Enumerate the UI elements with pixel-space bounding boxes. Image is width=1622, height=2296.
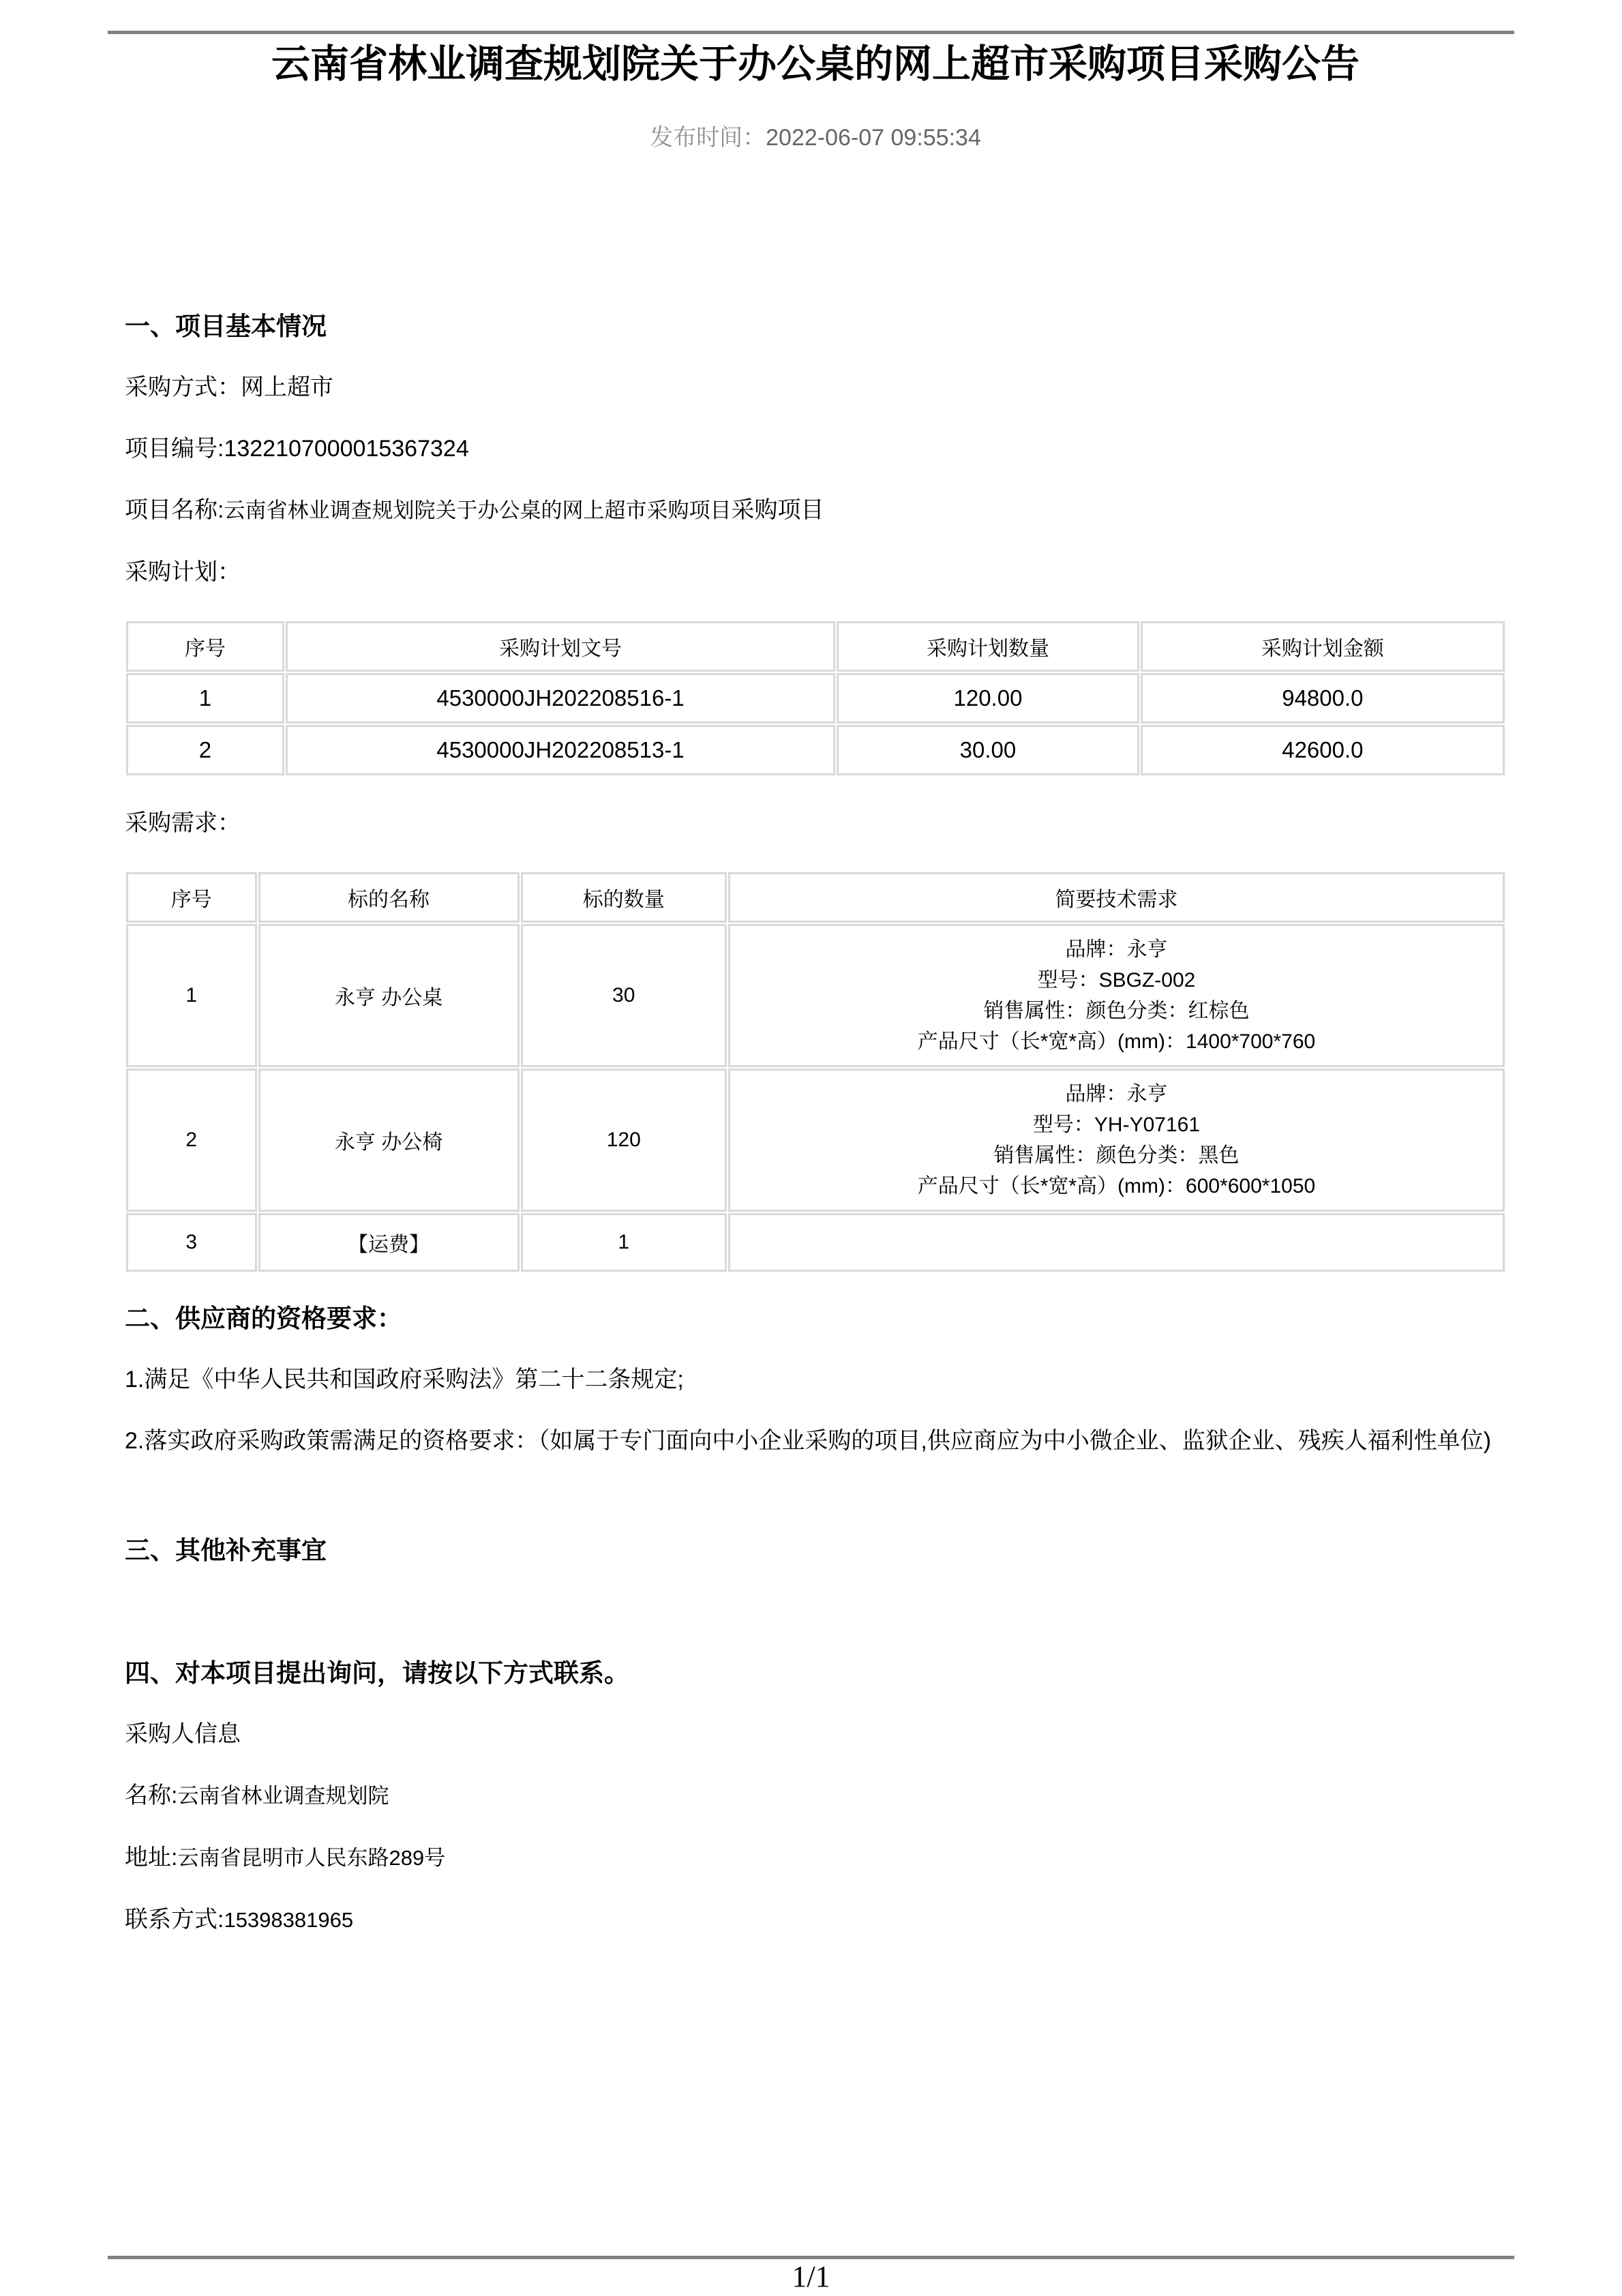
- table-cell: 2: [126, 1069, 257, 1212]
- project-name-value: 云南省林业调查规划院关于办公桌的网上超市采购项目: [224, 498, 732, 522]
- spec-line: 品牌：永亨: [1065, 1083, 1168, 1105]
- buyer-name-label: 名称:: [125, 1783, 178, 1808]
- purchase-method-label: 采购方式：: [125, 374, 241, 400]
- spec-cell: [728, 924, 1505, 1067]
- section3-heading: 三、其他补充事宜: [125, 1536, 327, 1564]
- table-header-cell: 序号: [126, 872, 257, 923]
- project-no-line: [125, 434, 1506, 464]
- table-cell: 1: [521, 1213, 727, 1272]
- buyer-name-line: [125, 1780, 1506, 1811]
- table-cell: 30: [521, 924, 727, 1067]
- page-indicator: 1/1: [792, 2260, 830, 2293]
- project-no-value: 1322107000015367324: [224, 436, 469, 462]
- spec-line: 产品尺寸（长*宽*高）(mm)：1400*700*760: [917, 1030, 1316, 1053]
- table-cell: 2: [126, 725, 284, 775]
- table-cell: 1: [126, 924, 257, 1067]
- table-cell: 4530000JH202208516-1: [286, 673, 835, 724]
- top-divider: [108, 31, 1514, 34]
- table-header-cell: 标的数量: [521, 872, 727, 923]
- spec-line: 型号：SBGZ-002: [1037, 969, 1196, 992]
- buyer-address-label: 地址:: [125, 1845, 178, 1870]
- table-cell: 永亨 办公椅: [258, 1069, 520, 1212]
- project-name-suffix: 采购项目: [731, 497, 824, 523]
- spec-line: 产品尺寸（长*宽*高）(mm)：600*600*1050: [917, 1175, 1316, 1197]
- table-cell: 120.00: [837, 673, 1139, 724]
- publish-time-line: [125, 124, 1506, 151]
- buyer-contact-line: [125, 1905, 1506, 1935]
- buyer-address-line: [125, 1843, 1506, 1873]
- project-no-label: 项目编号:: [125, 436, 224, 462]
- table-header-cell: 采购计划数量: [837, 621, 1139, 672]
- table-cell: 1: [126, 673, 284, 724]
- table-row: [126, 673, 1505, 724]
- publish-time-label: 发布时间：: [650, 125, 766, 151]
- table-header-cell: 标的名称: [258, 872, 520, 923]
- spec-cell: [728, 1069, 1505, 1212]
- buyer-address-value: 云南省昆明市人民东路289号: [177, 1846, 446, 1870]
- table-cell: 3: [126, 1213, 257, 1272]
- table-row: [126, 924, 1505, 1067]
- table-row: [126, 1213, 1505, 1272]
- table-cell: 42600.0: [1141, 725, 1505, 775]
- table-header-cell: 采购计划金额: [1141, 621, 1505, 672]
- spec-line: 型号：YH-Y07161: [1032, 1114, 1201, 1136]
- project-name-line: [125, 495, 1506, 526]
- buyer-info-title: 采购人信息: [125, 1721, 241, 1747]
- purchase-demand-table: [125, 871, 1506, 1273]
- purchase-method-value: 网上超市: [241, 374, 333, 400]
- table-row: [126, 1069, 1505, 1212]
- plan-label: 采购计划：: [125, 559, 241, 585]
- spec-line: 销售属性：颜色分类：黑色: [993, 1144, 1240, 1167]
- section2-heading: 二、供应商的资格要求：: [125, 1304, 402, 1332]
- table-cell: 【运费】: [258, 1213, 520, 1272]
- section1-heading: 一、项目基本情况: [125, 312, 327, 340]
- buyer-contact-value: 15398381965: [224, 1908, 354, 1932]
- project-name-label: 项目名称:: [125, 497, 224, 523]
- table-cell: 4530000JH202208513-1: [286, 725, 835, 775]
- spec-cell: [728, 1213, 1505, 1272]
- section4-heading: 四、对本项目提出询问，请按以下方式联系。: [125, 1659, 629, 1687]
- table-header-cell: 采购计划文号: [286, 621, 835, 672]
- demand-label: 采购需求：: [125, 810, 241, 836]
- spec-line: 品牌：永亨: [1065, 938, 1168, 961]
- spec-line: 销售属性：颜色分类：红棕色: [983, 1000, 1250, 1022]
- table-cell: 94800.0: [1141, 673, 1505, 724]
- table-cell: 30.00: [837, 725, 1139, 775]
- buyer-name-value: 云南省林业调查规划院: [177, 1784, 389, 1808]
- table-header-cell: 序号: [126, 621, 284, 672]
- purchase-method-line: [125, 372, 1506, 402]
- table-cell: 120: [521, 1069, 727, 1212]
- page-title: 云南省林业调查规划院关于办公桌的网上超市采购项目采购公告: [271, 43, 1360, 86]
- table-row: [126, 725, 1505, 775]
- publish-time-value: 2022-06-07 09:55:34: [766, 125, 981, 151]
- table-cell: 永亨 办公桌: [258, 924, 520, 1067]
- qualification-item-2: 2.落实政府采购政策需满足的资格要求：（如属于专门面向中小企业采购的项目,供应商应为中小微企业、监狱企业、残疾人福利性单位): [125, 1428, 1492, 1454]
- buyer-contact-label: 联系方式:: [125, 1907, 224, 1933]
- qualification-item-1: 1.满足《中华人民共和国政府采购法》第二十二条规定;: [125, 1367, 684, 1392]
- table-header-cell: 简要技术需求: [728, 872, 1505, 923]
- purchase-plan-table: [125, 620, 1506, 777]
